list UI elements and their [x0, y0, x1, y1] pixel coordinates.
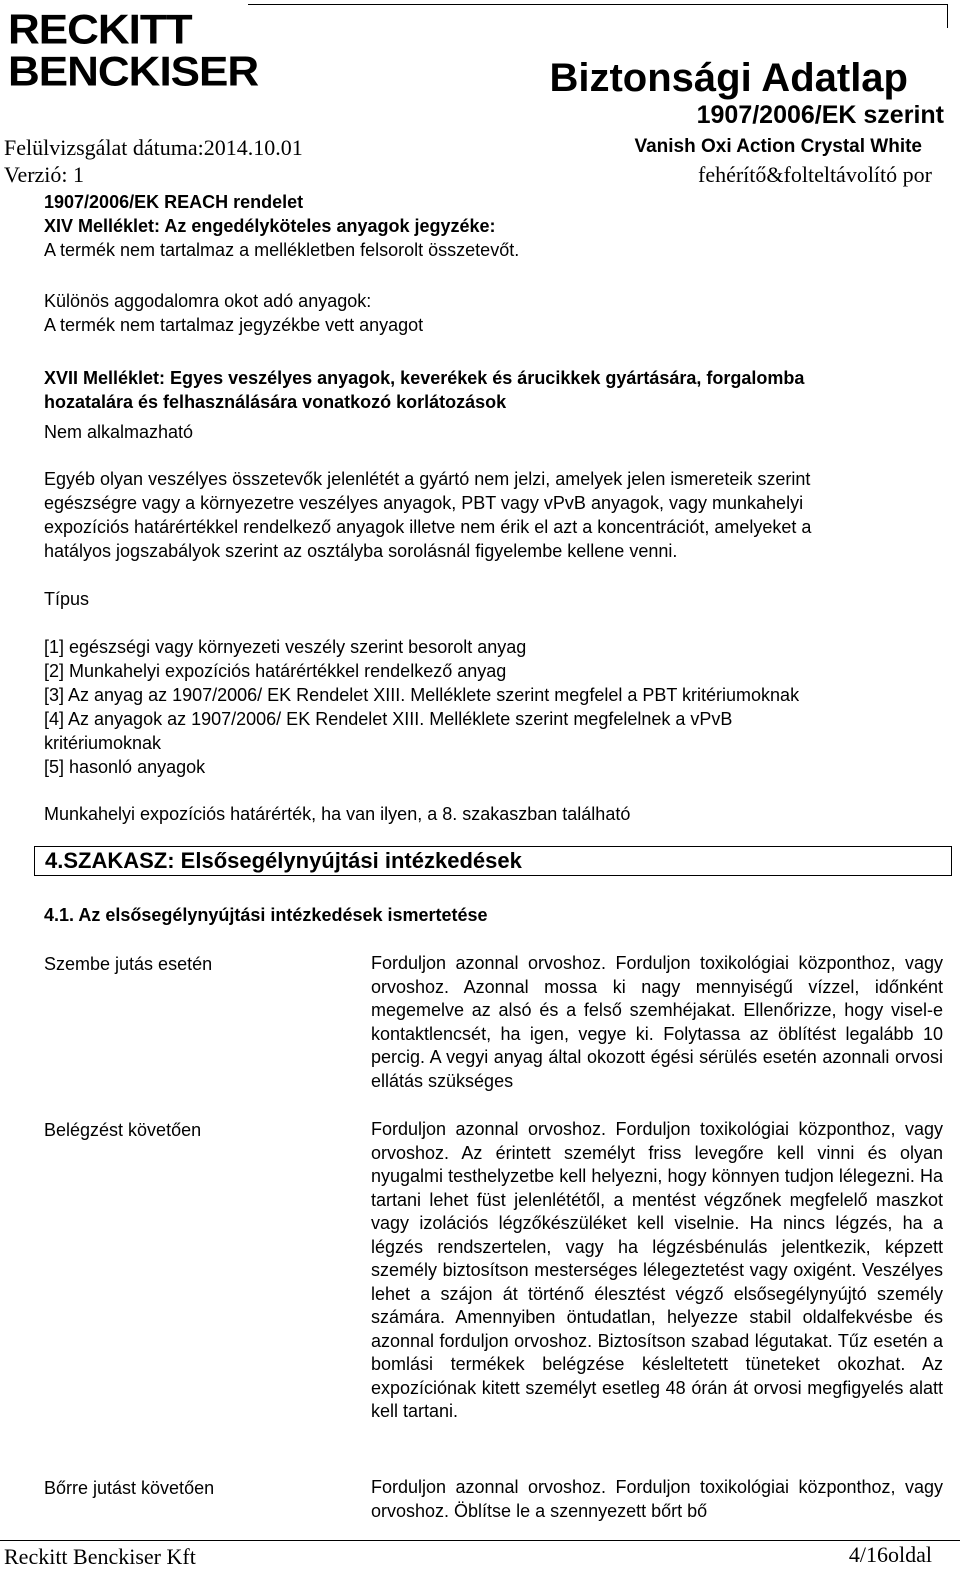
section4-subtitle: 4.1. Az elsősegélynyújtási intézkedések ismertetése: [44, 905, 488, 925]
type-item-1: [1] egészségi vagy környezeti veszély szerint besorolt anyag: [44, 637, 527, 657]
other-ingredients-line4: hatályos jogszabályok szerint az osztályba sorolásnál figyelembe kellene venni.: [44, 541, 678, 561]
svhc-text: A termék nem tartalmaz jegyzékbe vett anyagot: [44, 315, 424, 335]
reach-regulation-heading: 1907/2006/EK REACH rendelet: [44, 192, 304, 212]
exposure-note: Munkahelyi expozíciós határérték, ha van ilyen, a 8. szakaszban található: [44, 804, 631, 824]
annex17-text: Nem alkalmazható: [44, 422, 194, 442]
product-name: Vanish Oxi Action Crystal White: [634, 136, 922, 157]
types-heading: Típus: [44, 589, 90, 609]
section4-title: 4.SZAKASZ: Elsősegélynyújtási intézkedések: [45, 848, 522, 873]
first-aid-eye-text: Forduljon azonnal orvoshoz. Forduljon toxikológiai központhoz, vagy orvoshoz. Azonnal mossa ki nagy mennyiségű vízzel, időnként megemelve az alsó és a felső szemhéjakat. Ellenőrizze, hogy visel-e kontaktlencsét, ha igen, vegye ki. Folytassa az öblítést legalább 10 percig. A vegyi anyag által okozott égési sérülés esetén azonnali orvosi ellátás szükséges: [371, 953, 943, 1091]
product-type: fehérítő&folteltávolító por: [698, 162, 932, 187]
other-ingredients-line3: expozíciós határértékkel rendelkező anyagok illetve nem érik el azt a koncentrációt, amelyeket a: [44, 517, 812, 537]
svhc-label: Különös aggodalomra okot adó anyagok:: [44, 291, 372, 311]
footer-rule: [0, 1540, 960, 1541]
type-item-3: [3] Az anyag az 1907/2006/ EK Rendelet XIII. Melléklete szerint megfelel a PBT kritériumoknak: [44, 685, 800, 705]
annex17-heading-line1: XVII Melléklet: Egyes veszélyes anyagok, keverékek és árucikkek gyártására, forgalomba: [44, 368, 805, 388]
type-item-4: [4] Az anyagok az 1907/2006/ EK Rendelet XIII. Melléklete szerint megfelelnek a vPvB: [44, 709, 733, 729]
annex14-heading: XIV Melléklet: Az engedélyköteles anyagok jegyzéke:: [44, 216, 496, 236]
version: Verzió: 1: [4, 162, 85, 187]
annex17-heading-line2: hozatalára és felhasználására vonatkozó korlátozások: [44, 392, 507, 412]
logo-text-line1: RECKITT: [8, 6, 192, 53]
annex14-text: A termék nem tartalmaz a mellékletben felsorolt összetevőt.: [44, 240, 520, 260]
header-rule-tick: [947, 4, 948, 28]
revision-date: Felülvizsgálat dátuma:2014.10.01: [4, 135, 303, 160]
header-rule: [248, 4, 948, 5]
first-aid-skin-label: Bőrre jutást követően: [44, 1478, 215, 1498]
other-ingredients-line2: egészségre vagy a környezetre veszélyes anyagok, PBT vagy vPvB anyagok, vagy munkahelyi: [44, 493, 804, 513]
regulation-subtitle: 1907/2006/EK szerint: [696, 101, 944, 129]
company-logo: [8, 6, 259, 96]
document-title: Biztonsági Adatlap: [549, 56, 908, 100]
first-aid-skin-text: Forduljon azonnal orvoshoz. Forduljon toxikológiai központhoz, vagy orvoshoz. Öblítse le a szennyezett bőrt bő: [371, 1477, 943, 1521]
page-number: 4/16oldal: [848, 1542, 932, 1567]
type-item-2: [2] Munkahelyi expozíciós határértékkel rendelkező anyag: [44, 661, 507, 681]
footer-company: Reckitt Benckiser Kft: [4, 1544, 196, 1569]
type-item-5: [5] hasonló anyagok: [44, 757, 206, 777]
other-ingredients-line1: Egyéb olyan veszélyes összetevők jelenlétét a gyártó nem jelzi, amelyek jelen ismereteik szerint: [44, 469, 811, 489]
first-aid-inhalation-label: Belégzést követően: [44, 1120, 202, 1140]
section4-header: [34, 846, 952, 876]
type-item-4-continued: kritériumoknak: [44, 733, 162, 753]
first-aid-eye-label: Szembe jutás esetén: [44, 954, 213, 974]
logo-text-line2: BENCKISER: [8, 48, 259, 95]
first-aid-inhalation-text: Forduljon azonnal orvoshoz. Forduljon toxikológiai központhoz, vagy orvoshoz. Az érintett személyt friss levegőre kell vinni és olyan nyugalmi testhelyzetbe kell helyezni, hogy könnyen tudjon lélegezni. Ha tartani lehet füst jelenlététől, a mentést végzőnek megfelelő maszkot vagy izolációs légzőkészüléket kell viselnie. Ha nincs légzés, ha a légzés rendszertelen, vagy ha légzésbénulás jelentkezik, képzett személy biztosítson mesterséges lélegeztetést vagy oxigént. Veszélyes lehet a szájon át történő élesztést végző elsősegélynyújtó személy számára. Amennyiben öntudatlan, helyezze stabil oldalfekvésbe és azonnal forduljon orvoshoz. Biztosítson szabad légutakat. Tűz esetén a bomlási termékek belégzése késleltetett tüneteket okozhat. Az expozíciónak kitett személyt esetleg 48 órán át orvosi megfigyelés alatt kell tartani.: [371, 1119, 943, 1421]
